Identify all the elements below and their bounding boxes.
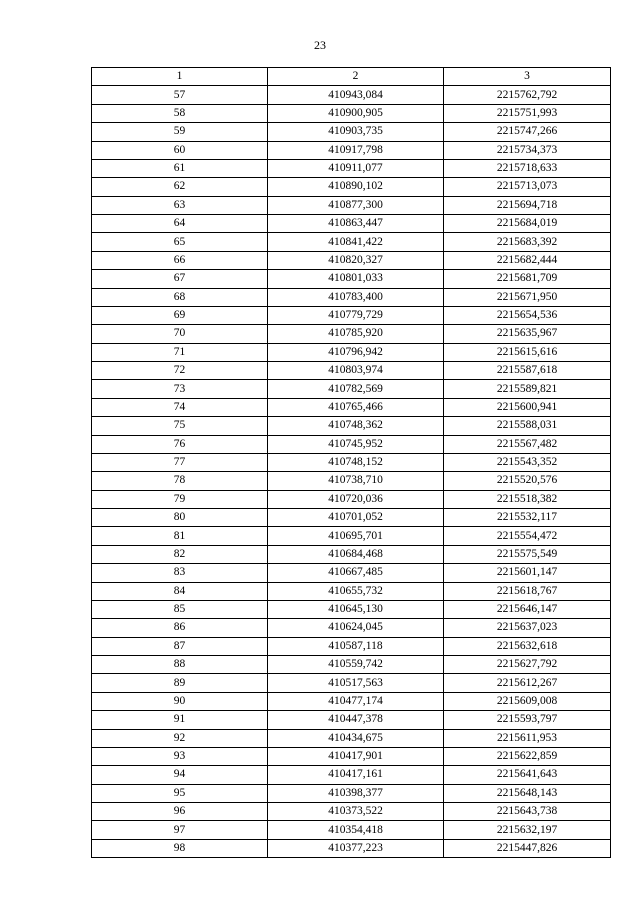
cell-y-coordinate: 2215682,444 [444, 251, 611, 269]
cell-y-coordinate: 2215648,143 [444, 784, 611, 802]
cell-x-coordinate: 410417,161 [268, 766, 444, 784]
cell-point-number: 82 [92, 545, 268, 563]
cell-x-coordinate: 410684,468 [268, 545, 444, 563]
cell-x-coordinate: 410447,378 [268, 711, 444, 729]
cell-x-coordinate: 410801,033 [268, 270, 444, 288]
cell-point-number: 67 [92, 270, 268, 288]
table-row [92, 104, 611, 122]
header-cell-y-coordinate: 3 [444, 68, 611, 86]
table-row [92, 656, 611, 674]
cell-y-coordinate: 2215622,859 [444, 747, 611, 765]
cell-point-number: 63 [92, 196, 268, 214]
cell-x-coordinate: 410779,729 [268, 306, 444, 324]
cell-y-coordinate: 2215543,352 [444, 453, 611, 471]
table-row [92, 692, 611, 710]
cell-x-coordinate: 410863,447 [268, 215, 444, 233]
table-row [92, 343, 611, 361]
cell-x-coordinate: 410477,174 [268, 692, 444, 710]
table-row [92, 270, 611, 288]
cell-y-coordinate: 2215646,147 [444, 600, 611, 618]
header-row [92, 68, 611, 86]
cell-point-number: 90 [92, 692, 268, 710]
cell-x-coordinate: 410785,920 [268, 325, 444, 343]
table-row [92, 159, 611, 177]
cell-x-coordinate: 410624,045 [268, 619, 444, 637]
cell-point-number: 81 [92, 527, 268, 545]
cell-point-number: 75 [92, 417, 268, 435]
cell-y-coordinate: 2215671,950 [444, 288, 611, 306]
table-row [92, 839, 611, 857]
table-row [92, 803, 611, 821]
table-row [92, 490, 611, 508]
cell-point-number: 78 [92, 472, 268, 490]
cell-y-coordinate: 2215718,633 [444, 159, 611, 177]
cell-x-coordinate: 410877,300 [268, 196, 444, 214]
cell-y-coordinate: 2215734,373 [444, 141, 611, 159]
cell-y-coordinate: 2215554,472 [444, 527, 611, 545]
cell-x-coordinate: 410559,742 [268, 656, 444, 674]
table-row [92, 545, 611, 563]
cell-x-coordinate: 410398,377 [268, 784, 444, 802]
cell-x-coordinate: 410917,798 [268, 141, 444, 159]
cell-x-coordinate: 410748,362 [268, 417, 444, 435]
cell-y-coordinate: 2215618,767 [444, 582, 611, 600]
cell-point-number: 60 [92, 141, 268, 159]
table-row [92, 288, 611, 306]
cell-point-number: 61 [92, 159, 268, 177]
cell-x-coordinate: 410765,466 [268, 398, 444, 416]
table-row [92, 141, 611, 159]
cell-x-coordinate: 410783,400 [268, 288, 444, 306]
header-cell-x-coordinate: 2 [268, 68, 444, 86]
cell-point-number: 84 [92, 582, 268, 600]
table-row [92, 729, 611, 747]
table-row [92, 582, 611, 600]
cell-y-coordinate: 2215447,826 [444, 839, 611, 857]
cell-y-coordinate: 2215762,792 [444, 86, 611, 104]
cell-point-number: 73 [92, 380, 268, 398]
cell-y-coordinate: 2215601,147 [444, 564, 611, 582]
table-row [92, 251, 611, 269]
cell-x-coordinate: 410943,084 [268, 86, 444, 104]
cell-y-coordinate: 2215683,392 [444, 233, 611, 251]
cell-x-coordinate: 410587,118 [268, 637, 444, 655]
cell-y-coordinate: 2215713,073 [444, 178, 611, 196]
table-row [92, 711, 611, 729]
cell-y-coordinate: 2215632,618 [444, 637, 611, 655]
table-row [92, 674, 611, 692]
table-row [92, 196, 611, 214]
table-row [92, 527, 611, 545]
cell-x-coordinate: 410738,710 [268, 472, 444, 490]
cell-point-number: 95 [92, 784, 268, 802]
table-row [92, 619, 611, 637]
cell-x-coordinate: 410890,102 [268, 178, 444, 196]
table-row [92, 747, 611, 765]
table-row [92, 325, 611, 343]
cell-y-coordinate: 2215615,616 [444, 343, 611, 361]
cell-point-number: 79 [92, 490, 268, 508]
cell-point-number: 72 [92, 362, 268, 380]
cell-x-coordinate: 410701,052 [268, 509, 444, 527]
cell-y-coordinate: 2215637,023 [444, 619, 611, 637]
cell-y-coordinate: 2215518,382 [444, 490, 611, 508]
cell-point-number: 93 [92, 747, 268, 765]
cell-point-number: 76 [92, 435, 268, 453]
cell-point-number: 88 [92, 656, 268, 674]
cell-y-coordinate: 2215643,738 [444, 803, 611, 821]
cell-point-number: 94 [92, 766, 268, 784]
cell-point-number: 97 [92, 821, 268, 839]
cell-x-coordinate: 410782,569 [268, 380, 444, 398]
table-body [92, 86, 611, 858]
cell-y-coordinate: 2215641,643 [444, 766, 611, 784]
table-row [92, 509, 611, 527]
table-row [92, 233, 611, 251]
cell-x-coordinate: 410373,522 [268, 803, 444, 821]
cell-x-coordinate: 410720,036 [268, 490, 444, 508]
cell-point-number: 83 [92, 564, 268, 582]
cell-y-coordinate: 2215654,536 [444, 306, 611, 324]
table-row [92, 564, 611, 582]
table-row [92, 821, 611, 839]
cell-x-coordinate: 410796,942 [268, 343, 444, 361]
cell-y-coordinate: 2215747,266 [444, 123, 611, 141]
cell-y-coordinate: 2215681,709 [444, 270, 611, 288]
table-row [92, 306, 611, 324]
cell-point-number: 96 [92, 803, 268, 821]
cell-y-coordinate: 2215609,008 [444, 692, 611, 710]
cell-y-coordinate: 2215588,031 [444, 417, 611, 435]
cell-y-coordinate: 2215593,797 [444, 711, 611, 729]
cell-point-number: 59 [92, 123, 268, 141]
table-row [92, 215, 611, 233]
cell-x-coordinate: 410695,701 [268, 527, 444, 545]
cell-x-coordinate: 410911,077 [268, 159, 444, 177]
cell-point-number: 85 [92, 600, 268, 618]
table-row [92, 600, 611, 618]
cell-y-coordinate: 2215600,941 [444, 398, 611, 416]
cell-y-coordinate: 2215694,718 [444, 196, 611, 214]
cell-x-coordinate: 410841,422 [268, 233, 444, 251]
table-row [92, 123, 611, 141]
cell-point-number: 58 [92, 104, 268, 122]
page-number: 23 [314, 38, 326, 52]
cell-y-coordinate: 2215589,821 [444, 380, 611, 398]
cell-point-number: 69 [92, 306, 268, 324]
cell-point-number: 62 [92, 178, 268, 196]
cell-y-coordinate: 2215632,197 [444, 821, 611, 839]
table-row [92, 472, 611, 490]
cell-y-coordinate: 2215520,576 [444, 472, 611, 490]
table-row [92, 784, 611, 802]
cell-x-coordinate: 410903,735 [268, 123, 444, 141]
cell-x-coordinate: 410900,905 [268, 104, 444, 122]
table-row [92, 362, 611, 380]
table-row [92, 86, 611, 104]
cell-x-coordinate: 410417,901 [268, 747, 444, 765]
cell-y-coordinate: 2215567,482 [444, 435, 611, 453]
cell-x-coordinate: 410354,418 [268, 821, 444, 839]
cell-point-number: 86 [92, 619, 268, 637]
cell-point-number: 98 [92, 839, 268, 857]
cell-point-number: 65 [92, 233, 268, 251]
table-row [92, 766, 611, 784]
cell-point-number: 91 [92, 711, 268, 729]
table-header [92, 68, 611, 86]
cell-x-coordinate: 410745,952 [268, 435, 444, 453]
cell-y-coordinate: 2215612,267 [444, 674, 611, 692]
cell-x-coordinate: 410517,563 [268, 674, 444, 692]
cell-point-number: 71 [92, 343, 268, 361]
cell-x-coordinate: 410434,675 [268, 729, 444, 747]
cell-y-coordinate: 2215635,967 [444, 325, 611, 343]
table-row [92, 637, 611, 655]
cell-x-coordinate: 410667,485 [268, 564, 444, 582]
cell-point-number: 64 [92, 215, 268, 233]
cell-x-coordinate: 410655,732 [268, 582, 444, 600]
cell-y-coordinate: 2215751,993 [444, 104, 611, 122]
table-row [92, 380, 611, 398]
table-row [92, 417, 611, 435]
cell-point-number: 77 [92, 453, 268, 471]
cell-x-coordinate: 410645,130 [268, 600, 444, 618]
table-row [92, 453, 611, 471]
cell-point-number: 57 [92, 86, 268, 104]
cell-x-coordinate: 410803,974 [268, 362, 444, 380]
cell-point-number: 68 [92, 288, 268, 306]
table-row [92, 398, 611, 416]
cell-y-coordinate: 2215587,618 [444, 362, 611, 380]
cell-y-coordinate: 2215684,019 [444, 215, 611, 233]
cell-x-coordinate: 410820,327 [268, 251, 444, 269]
cell-x-coordinate: 410377,223 [268, 839, 444, 857]
cell-point-number: 89 [92, 674, 268, 692]
table-row [92, 178, 611, 196]
cell-y-coordinate: 2215611,953 [444, 729, 611, 747]
cell-point-number: 87 [92, 637, 268, 655]
table-row [92, 435, 611, 453]
cell-point-number: 74 [92, 398, 268, 416]
cell-point-number: 92 [92, 729, 268, 747]
cell-y-coordinate: 2215532,117 [444, 509, 611, 527]
cell-y-coordinate: 2215575,549 [444, 545, 611, 563]
cell-point-number: 80 [92, 509, 268, 527]
cell-point-number: 66 [92, 251, 268, 269]
cell-x-coordinate: 410748,152 [268, 453, 444, 471]
coordinates-table [91, 67, 611, 858]
header-cell-point-number: 1 [92, 68, 268, 86]
cell-y-coordinate: 2215627,792 [444, 656, 611, 674]
cell-point-number: 70 [92, 325, 268, 343]
